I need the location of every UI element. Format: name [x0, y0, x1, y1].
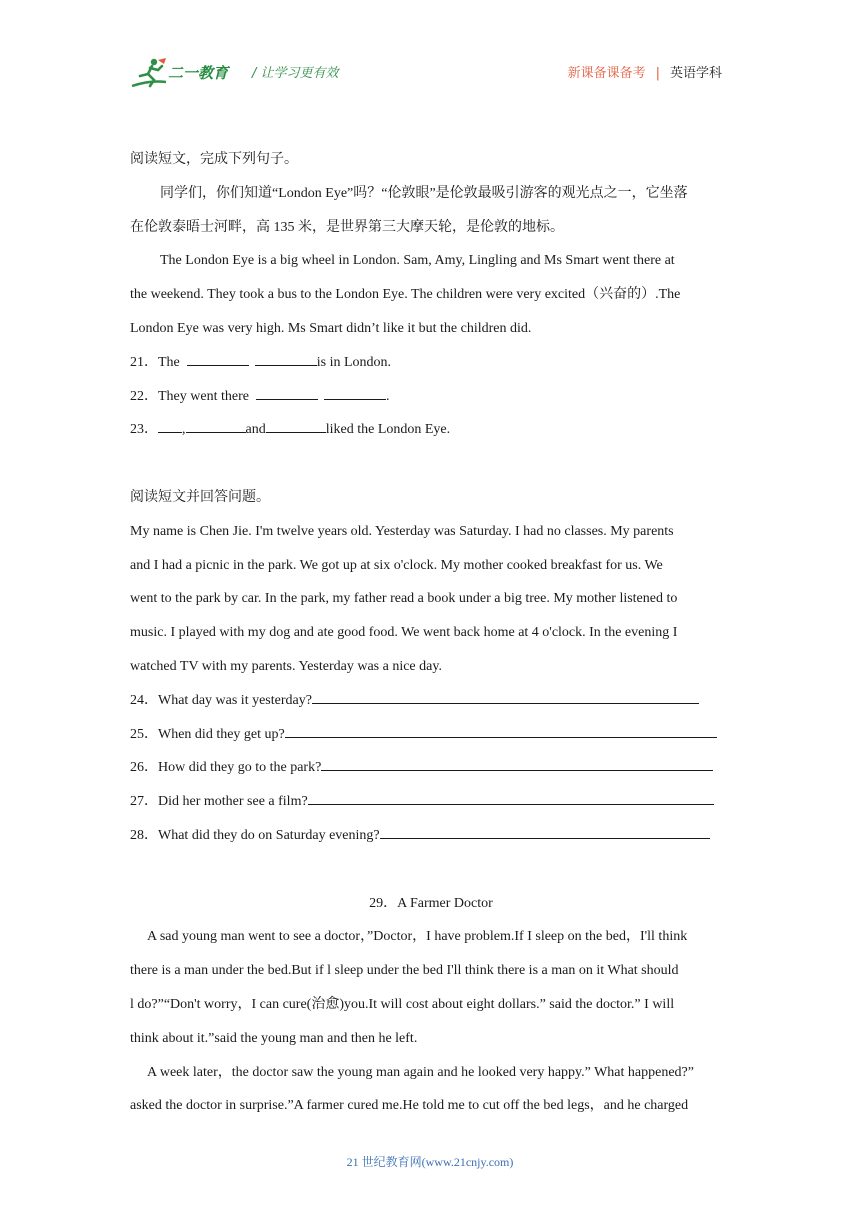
question-number: 21． [130, 354, 158, 370]
tag-separator: | [655, 66, 660, 81]
question-number: 23． [130, 422, 158, 438]
slogan: / 让学习更有效 [252, 66, 339, 81]
question-text: . [385, 388, 390, 404]
passage3-line-6: asked the doctor in surprise.”A farmer cured me.He told me to cut off the bed legs，and he charged [130, 1098, 689, 1114]
answer-blank[interactable] [266, 418, 326, 433]
spacer [130, 853, 732, 887]
question-25 [130, 718, 732, 752]
question-number: 26． [130, 760, 158, 776]
answer-blank[interactable] [324, 385, 386, 400]
question-text: and [245, 422, 266, 438]
question-number: 27． [130, 794, 158, 810]
answer-line[interactable] [285, 723, 717, 738]
passage3-line-4: think about it.”said the young man and then he left. [130, 1030, 418, 1046]
logo-text: 二一教育 [168, 64, 229, 82]
passage1-line-3: London Eye was very high. Ms Smart didn’t like it but the children did. [130, 320, 532, 336]
answer-blank[interactable] [158, 418, 182, 433]
question-22 [130, 380, 732, 414]
answer-line[interactable] [321, 756, 713, 771]
answer-line[interactable] [380, 824, 710, 839]
tag-right: 英语学科 [669, 66, 722, 81]
passage1-line-2: the weekend. They took a bus to the London Eye. The children were very excited（兴奋的）.The [130, 287, 681, 303]
question-28 [130, 819, 732, 853]
question-text: Did her mother see a film? [158, 794, 308, 810]
subject-tag [568, 62, 722, 81]
document-body [130, 143, 732, 1123]
instruction-2: 阅读短文并回答问题。 [130, 489, 270, 505]
question-text: , [182, 422, 186, 438]
passage3-line-1: A sad young man went to see a doctor，”Doctor，I have problem.If I sleep on the bed，I'll think [147, 929, 688, 945]
page-footer[interactable]: 21 世纪教育网(www.21cnjy.com) [346, 1155, 514, 1169]
answer-blank[interactable] [186, 418, 246, 433]
cn-intro-line-2: 在伦敦泰晤士河畔，高 135 米，是世界第三大摩天轮，是伦敦的地标。 [130, 219, 564, 235]
passage2-line-4: music. I played with my dog and ate good food. We went back home at 4 o'clock. In the evening I [130, 625, 678, 641]
answer-blank[interactable] [255, 351, 317, 366]
question-number: 25． [130, 726, 158, 742]
question-27 [130, 785, 732, 819]
passage3-line-2: there is a man under the bed.But if l sleep under the bed I'll think there is a man on it What should [130, 963, 679, 979]
question-text: When did they get up? [158, 726, 285, 742]
question-24 [130, 684, 732, 718]
passage2-line-2: and I had a picnic in the park. We got up at six o'clock. My mother cooked breakfast for us. We [130, 557, 663, 573]
passage2-line-1: My name is Chen Jie. I'm twelve years old. Yesterday was Saturday. I had no classes. My parents [130, 523, 674, 539]
spacer [130, 447, 732, 481]
question-text: They went there [158, 388, 249, 404]
passage2-line-5: watched TV with my parents. Yesterday was a nice day. [130, 658, 442, 674]
cn-intro-line-1: 同学们，你们知道“London Eye”吗？“伦敦眼”是伦敦最吸引游客的观光点之一，它坐落 [160, 185, 688, 201]
question-number: 24． [130, 692, 158, 708]
answer-blank[interactable] [187, 351, 249, 366]
question-text: is in London. [316, 354, 392, 370]
passage3-line-3: l do?”“Don't worry，I can cure(治愈)you.It will cost about eight dollars.” said the doctor.” I will [130, 996, 675, 1012]
passage3-title: 29．A Farmer Doctor [369, 895, 493, 911]
answer-line[interactable] [312, 689, 699, 704]
question-number: 22． [130, 388, 158, 404]
question-text: liked the London Eye. [325, 422, 451, 438]
passage1-line-1: The London Eye is a big wheel in London. Sam, Amy, Lingling and Ms Smart went there at [160, 253, 675, 269]
question-text: The [158, 354, 180, 370]
instruction-1: 阅读短文，完成下列句子。 [130, 152, 298, 167]
question-text: How did they go to the park? [158, 760, 322, 776]
question-number: 28． [130, 827, 158, 843]
passage3-line-5: A week later，the doctor saw the young man again and he looked very happy.” What happened?” [147, 1064, 694, 1080]
question-text: What day was it yesterday? [158, 692, 312, 708]
page-header [0, 0, 860, 110]
answer-blank[interactable] [256, 385, 318, 400]
answer-line[interactable] [308, 790, 714, 805]
question-text: What did they do on Saturday evening? [158, 827, 380, 843]
question-26 [130, 751, 732, 785]
tag-left: 新课备课备考 [567, 66, 646, 81]
passage2-line-3: went to the park by car. In the park, my father read a book under a big tree. My mother listened to [130, 591, 678, 607]
question-21 [130, 346, 732, 380]
question-23 [130, 413, 732, 447]
